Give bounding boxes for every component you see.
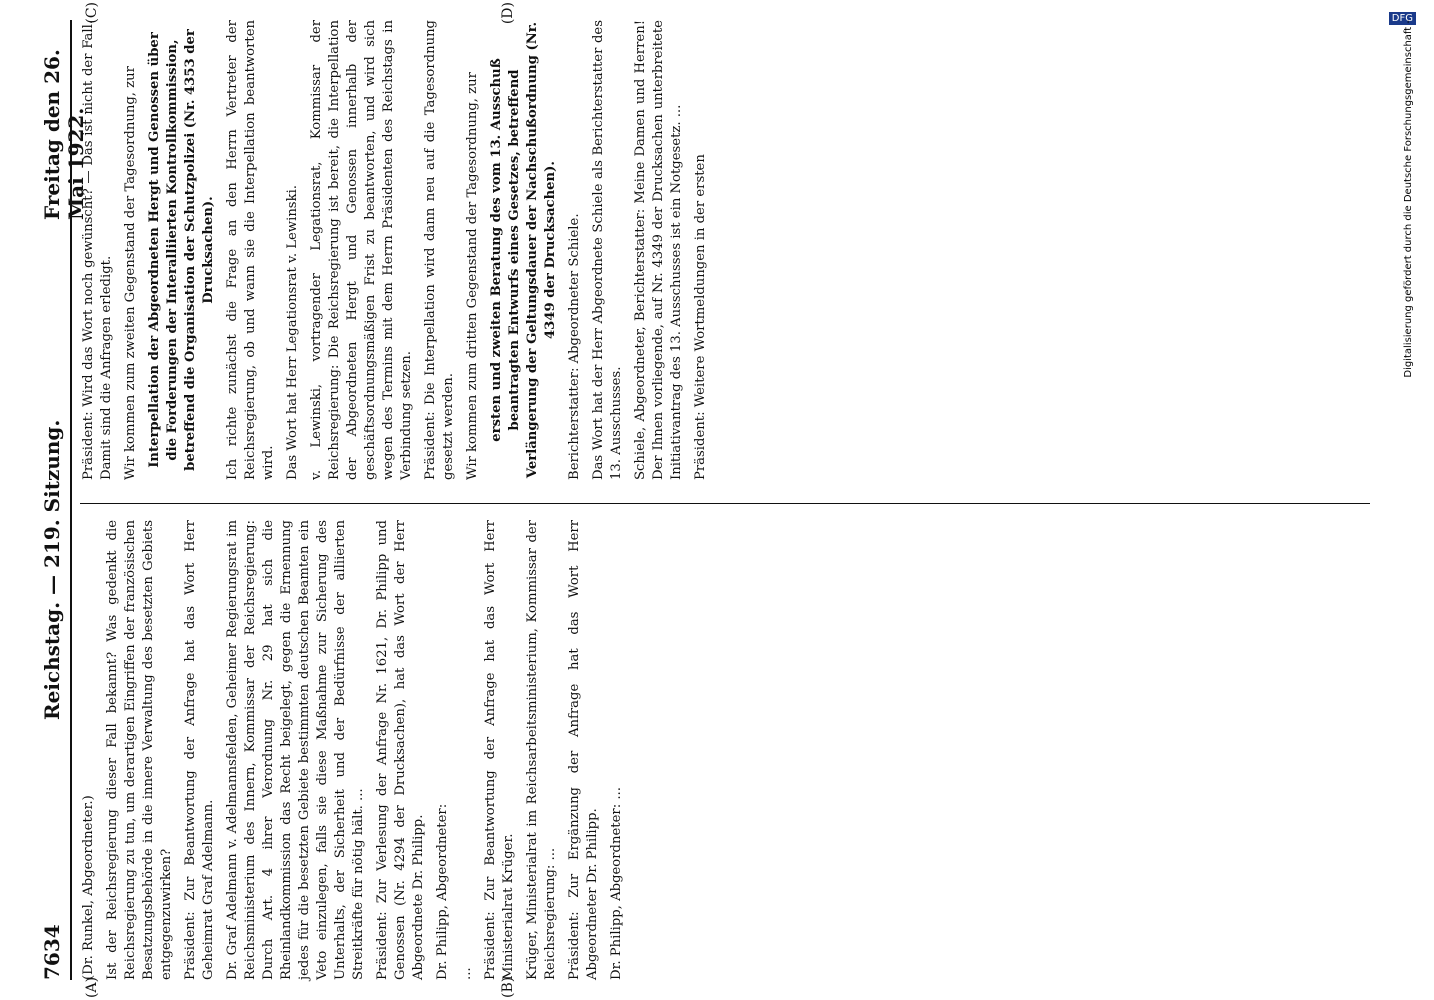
right-paragraph: v. Lewinski, vortragender Legationsrat, Kommissar der Reichsregierung: Die Reichsregierung ist bereit, die Interpellation der Abgeordneten Hergt und Genossen innerhalb der geschäftsordnungsmäßigen Frist zu beantworten, und wird sich wegen des Termins mit dem Herrn Präsidenten des Reichstags in Verbindung setzen. bbox=[309, 20, 414, 480]
left-column bbox=[80, 520, 1370, 980]
header-right-title: Freitag den 26. Mai 1922. bbox=[40, 49, 88, 220]
left-paragraph: Ist der Reichsregierung dieser Fall bekannt? Was gedenkt die Reichsregierung zu tun, um derartigen Eingriffen der französischen Besatzungsbehörde in die innere Verwaltung des besetzten Gebiets entgegenzuwirken? bbox=[105, 520, 174, 980]
margin-letter-b: (B) bbox=[500, 976, 516, 998]
page-number: 7634 bbox=[40, 924, 64, 980]
right-paragraph: Präsident: Wird das Wort noch gewünscht? — Das ist nicht der Fall. Damit sind die Anfragen erledigt. bbox=[81, 20, 114, 480]
right-paragraph: Das Wort hat Herr Legationsrat v. Lewinski. bbox=[285, 185, 300, 480]
left-paragraph: Präsident: Zur Beantwortung der Anfrage hat das Wort Herr Geheimrat Graf Adelmann. bbox=[183, 520, 216, 980]
right-paragraph: Interpellation der Abgeordneten Hergt und Genossen über die Forderungen der Interalliierten Kontrollkommission, betreffend die Organisation der Schutzpolizei (Nr. 4353 der Drucksachen). bbox=[147, 29, 216, 471]
header-left-title: Reichstag. — 219. Sitzung. bbox=[40, 419, 64, 720]
right-paragraph: ersten und zweiten Beratung des vom 13. Ausschuß beantragten Entwurfs eines Gesetzes, betreffend Verlängerung der Geltungsdauer der Nachschußordnung (Nr. 4349 der Drucksachen). bbox=[489, 21, 558, 479]
margin-letter-a: (A) bbox=[84, 976, 100, 998]
right-paragraph: Das Wort hat der Herr Abgeordnete Schiele als Berichterstatter des 13. Ausschusses. bbox=[591, 20, 624, 480]
left-paragraph: ... bbox=[459, 967, 474, 980]
page-header bbox=[32, 20, 88, 980]
left-paragraph: (Dr. Runkel, Abgeordneter.) bbox=[81, 795, 96, 980]
left-paragraph: Präsident: Zur Verlesung der Anfrage Nr. 1621, Dr. Philipp und Genossen (Nr. 4294 der Drucksachen), hat das Wort der Herr Abgeordnete Dr. Philipp. bbox=[375, 520, 426, 980]
margin-letter-c: (C) bbox=[84, 2, 100, 24]
right-paragraph: Wir kommen zum zweiten Gegenstand der Tagesordnung, zur bbox=[123, 66, 138, 480]
column-separator bbox=[80, 503, 1370, 504]
left-paragraph: Dr. Graf Adelmann v. Adelmannsfelden, Geheimer Regierungsrat im Reichsministerium des Innern, Kommissar der Reichsregierung: Durch Art. 4 ihrer Verordnung Nr. 29 hat sich die Rheinlandkommission das Recht beigelegt, gegen die Ernennung jedes für die besetzten Gebiete bestimmten deutschen Beamten ein Veto einzulegen, falls sie diese Maßnahme zur Sicherung des Unterhalts, der Sicherheit und der Bedürfnisse der alliierten Streitkräfte für nötig hält. ... bbox=[225, 520, 366, 980]
right-paragraph: Präsident: Die Interpellation wird dann neu auf die Tagesordnung gesetzt werden. bbox=[423, 20, 456, 480]
dfg-badge: DFG bbox=[1389, 12, 1416, 25]
side-note: Digitalisierung gefördert durch die Deutsche Forschungsgemeinschaft - bbox=[1403, 20, 1414, 378]
left-paragraph: Krüger, Ministerialrat im Reichsarbeitsministerium, Kommissar der Reichsregierung: ... bbox=[525, 520, 558, 980]
left-paragraph: Präsident: Zur Ergänzung der Anfrage hat das Wort Herr Abgeordneter Dr. Philipp. bbox=[567, 520, 600, 980]
right-paragraph: Ich richte zunächst die Frage an den Herrn Vertreter der Reichsregierung, ob und wann sie die Interpellation beantworten wird. bbox=[225, 20, 276, 480]
right-column bbox=[80, 20, 1370, 480]
right-paragraph: Berichterstatter: Abgeordneter Schiele. bbox=[567, 213, 582, 480]
left-paragraph: Präsident: Zur Beantwortung der Anfrage hat das Wort Herr Ministerialrat Krüger. bbox=[483, 520, 516, 980]
left-paragraph: Dr. Philipp, Abgeordneter: bbox=[435, 803, 450, 980]
left-paragraph: Dr. Philipp, Abgeordneter: ... bbox=[609, 787, 624, 980]
right-paragraph: Schiele, Abgeordneter, Berichterstatter: Meine Damen und Herren! Der Ihnen vorliegende, auf Nr. 4349 der Drucksachen unterbreitete Initiativantrag des 13. Ausschusses ist ein Notgesetz. ... bbox=[633, 20, 684, 480]
margin-letter-d: (D) bbox=[500, 2, 516, 25]
right-paragraph: Präsident: Weitere Wortmeldungen in der ersten bbox=[693, 154, 708, 480]
right-paragraph: Wir kommen zum dritten Gegenstand der Tagesordnung, zur bbox=[465, 72, 480, 480]
